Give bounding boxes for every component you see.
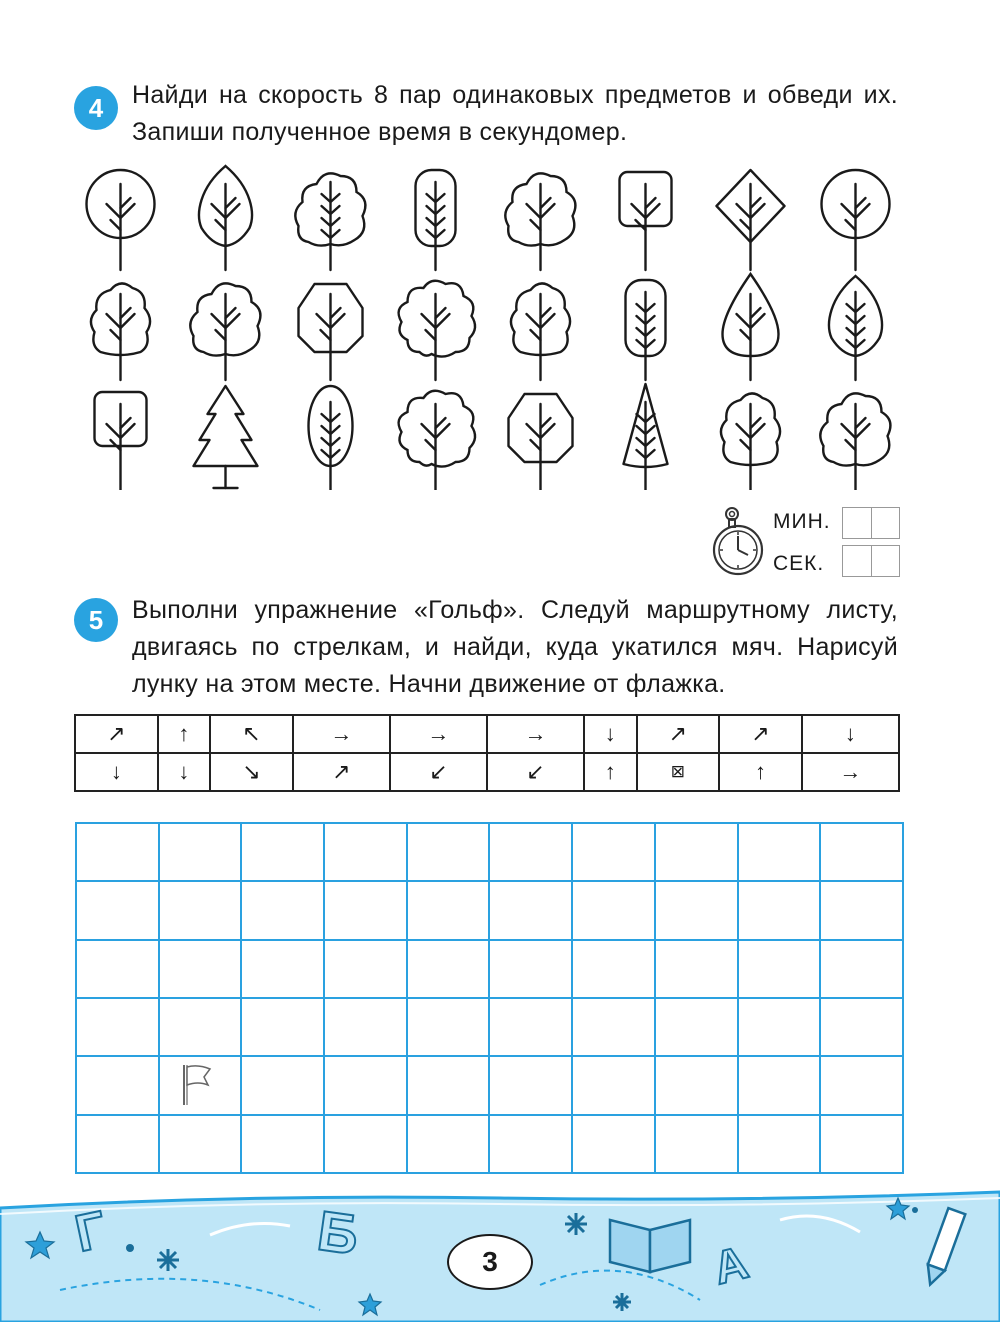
field-cell[interactable] bbox=[407, 1115, 490, 1173]
field-cell[interactable] bbox=[738, 940, 821, 998]
field-cell[interactable] bbox=[738, 1115, 821, 1173]
field-cell[interactable] bbox=[572, 881, 655, 939]
tree-picture[interactable] bbox=[309, 386, 353, 490]
task-4-instructions: Найди на скорость 8 пар одинаковых предметов и обведи их. Запиши полученное время в секундомер. bbox=[132, 81, 898, 146]
route-cell: ↑ bbox=[158, 715, 211, 753]
field-cell[interactable] bbox=[76, 940, 159, 998]
field-cell[interactable] bbox=[159, 1115, 242, 1173]
tree-picture[interactable] bbox=[199, 166, 252, 270]
field-cell[interactable] bbox=[820, 998, 903, 1056]
golf-field-grid[interactable] bbox=[75, 822, 904, 1174]
field-cell[interactable] bbox=[572, 823, 655, 881]
field-cell[interactable] bbox=[572, 1115, 655, 1173]
tree-picture[interactable] bbox=[717, 170, 785, 270]
route-cell: ↑ bbox=[719, 753, 802, 791]
flag-icon bbox=[178, 1061, 218, 1107]
route-cell: → bbox=[802, 753, 899, 791]
field-cell[interactable] bbox=[76, 823, 159, 881]
tree-picture[interactable] bbox=[91, 283, 150, 380]
page-number: 3 bbox=[447, 1234, 533, 1290]
field-cell[interactable] bbox=[159, 1056, 242, 1114]
route-cell: ↗ bbox=[637, 715, 720, 753]
field-cell[interactable] bbox=[655, 881, 738, 939]
task-5-number-badge: 5 bbox=[74, 598, 118, 642]
route-cell: ↓ bbox=[158, 753, 211, 791]
field-cell[interactable] bbox=[572, 1056, 655, 1114]
field-cell[interactable] bbox=[820, 1115, 903, 1173]
field-cell[interactable] bbox=[655, 1056, 738, 1114]
tree-picture[interactable] bbox=[723, 274, 779, 380]
field-cell[interactable] bbox=[324, 823, 407, 881]
route-cell: ↘ bbox=[210, 753, 293, 791]
field-cell[interactable] bbox=[489, 998, 572, 1056]
field-cell[interactable] bbox=[572, 940, 655, 998]
route-cell: ↑ bbox=[584, 753, 637, 791]
field-cell[interactable] bbox=[407, 1056, 490, 1114]
field-cell[interactable] bbox=[738, 823, 821, 881]
field-cell[interactable] bbox=[407, 940, 490, 998]
field-cell[interactable] bbox=[655, 1115, 738, 1173]
tree-picture[interactable] bbox=[295, 173, 365, 270]
field-cell[interactable] bbox=[241, 940, 324, 998]
field-row bbox=[76, 940, 903, 998]
minutes-input-box[interactable] bbox=[842, 507, 900, 539]
field-cell[interactable] bbox=[241, 998, 324, 1056]
route-cell: ↓ bbox=[802, 715, 899, 753]
tree-picture-grid bbox=[68, 160, 908, 490]
tree-picture[interactable] bbox=[399, 281, 475, 380]
route-cell: ↓ bbox=[75, 753, 158, 791]
route-cell: ↙ bbox=[487, 753, 584, 791]
route-cell: ↓ bbox=[584, 715, 637, 753]
stopwatch-icon bbox=[708, 500, 770, 580]
field-cell[interactable] bbox=[655, 998, 738, 1056]
tree-picture[interactable] bbox=[509, 394, 573, 490]
tree-picture[interactable] bbox=[721, 393, 780, 490]
field-cell[interactable] bbox=[407, 823, 490, 881]
field-cell[interactable] bbox=[407, 998, 490, 1056]
field-row bbox=[76, 1056, 903, 1114]
route-sheet-table bbox=[74, 714, 900, 792]
route-cell: → bbox=[487, 715, 584, 753]
tree-picture[interactable] bbox=[624, 384, 668, 490]
route-row bbox=[75, 753, 899, 791]
tree-picture[interactable] bbox=[299, 284, 363, 380]
field-row bbox=[76, 881, 903, 939]
field-cell[interactable] bbox=[324, 881, 407, 939]
footer-letter-g: Г bbox=[70, 1200, 112, 1264]
field-cell[interactable] bbox=[241, 1056, 324, 1114]
field-cell[interactable] bbox=[324, 940, 407, 998]
field-cell[interactable] bbox=[820, 823, 903, 881]
route-cell: ⊠ bbox=[637, 753, 720, 791]
footer-letter-b: Б bbox=[313, 1198, 363, 1267]
route-cell: ↗ bbox=[75, 715, 158, 753]
field-cell[interactable] bbox=[76, 998, 159, 1056]
tree-picture[interactable] bbox=[626, 280, 666, 380]
field-row bbox=[76, 823, 903, 881]
tree-picture[interactable] bbox=[620, 172, 672, 270]
field-cell[interactable] bbox=[241, 823, 324, 881]
tree-picture[interactable] bbox=[822, 170, 890, 270]
tree-picture[interactable] bbox=[416, 170, 456, 270]
field-cell[interactable] bbox=[241, 1115, 324, 1173]
field-cell[interactable] bbox=[324, 1056, 407, 1114]
tree-picture[interactable] bbox=[511, 283, 570, 380]
route-cell: ↗ bbox=[293, 753, 390, 791]
field-cell[interactable] bbox=[489, 1056, 572, 1114]
footer-letter-a: А bbox=[708, 1235, 754, 1295]
task-5-instructions: Выполни упражнение «Гольф». Следуй маршрутному листу, двигаясь по стрелкам, и найди, куда укатился мяч. Нарисуй лунку на этом месте. Начни движение от флажка. bbox=[132, 596, 898, 698]
field-cell[interactable] bbox=[76, 881, 159, 939]
field-cell[interactable] bbox=[820, 881, 903, 939]
field-cell[interactable] bbox=[407, 881, 490, 939]
field-cell[interactable] bbox=[820, 1056, 903, 1114]
field-cell[interactable] bbox=[738, 1056, 821, 1114]
field-cell[interactable] bbox=[820, 940, 903, 998]
tree-picture[interactable] bbox=[829, 276, 882, 380]
field-cell[interactable] bbox=[324, 998, 407, 1056]
field-cell[interactable] bbox=[159, 940, 242, 998]
field-cell[interactable] bbox=[241, 881, 324, 939]
tree-picture[interactable] bbox=[505, 173, 575, 270]
tree-picture[interactable] bbox=[399, 391, 475, 490]
tree-picture[interactable] bbox=[820, 393, 890, 490]
route-cell: → bbox=[293, 715, 390, 753]
tree-picture[interactable] bbox=[87, 170, 155, 270]
route-row bbox=[75, 715, 899, 753]
field-cell[interactable] bbox=[159, 823, 242, 881]
tree-picture[interactable] bbox=[95, 392, 147, 490]
tree-picture[interactable] bbox=[194, 386, 258, 488]
field-cell[interactable] bbox=[655, 940, 738, 998]
field-cell[interactable] bbox=[159, 998, 242, 1056]
field-cell[interactable] bbox=[489, 881, 572, 939]
minutes-label: МИН. bbox=[773, 510, 831, 533]
field-cell[interactable] bbox=[76, 1056, 159, 1114]
route-cell: ↙ bbox=[390, 753, 487, 791]
task-4-number-badge: 4 bbox=[74, 86, 118, 130]
field-cell[interactable] bbox=[572, 998, 655, 1056]
route-cell: ↖ bbox=[210, 715, 293, 753]
field-row bbox=[76, 1115, 903, 1173]
field-cell[interactable] bbox=[489, 940, 572, 998]
route-cell: ↗ bbox=[719, 715, 802, 753]
seconds-label: СЕК. bbox=[773, 552, 825, 575]
field-row bbox=[76, 998, 903, 1056]
tree-picture[interactable] bbox=[190, 283, 260, 380]
field-cell[interactable] bbox=[324, 1115, 407, 1173]
field-cell[interactable] bbox=[76, 1115, 159, 1173]
field-cell[interactable] bbox=[738, 881, 821, 939]
route-cell: → bbox=[390, 715, 487, 753]
field-cell[interactable] bbox=[489, 1115, 572, 1173]
field-cell[interactable] bbox=[489, 823, 572, 881]
field-cell[interactable] bbox=[738, 998, 821, 1056]
field-cell[interactable] bbox=[159, 881, 242, 939]
seconds-input-box[interactable] bbox=[842, 545, 900, 577]
field-cell[interactable] bbox=[655, 823, 738, 881]
